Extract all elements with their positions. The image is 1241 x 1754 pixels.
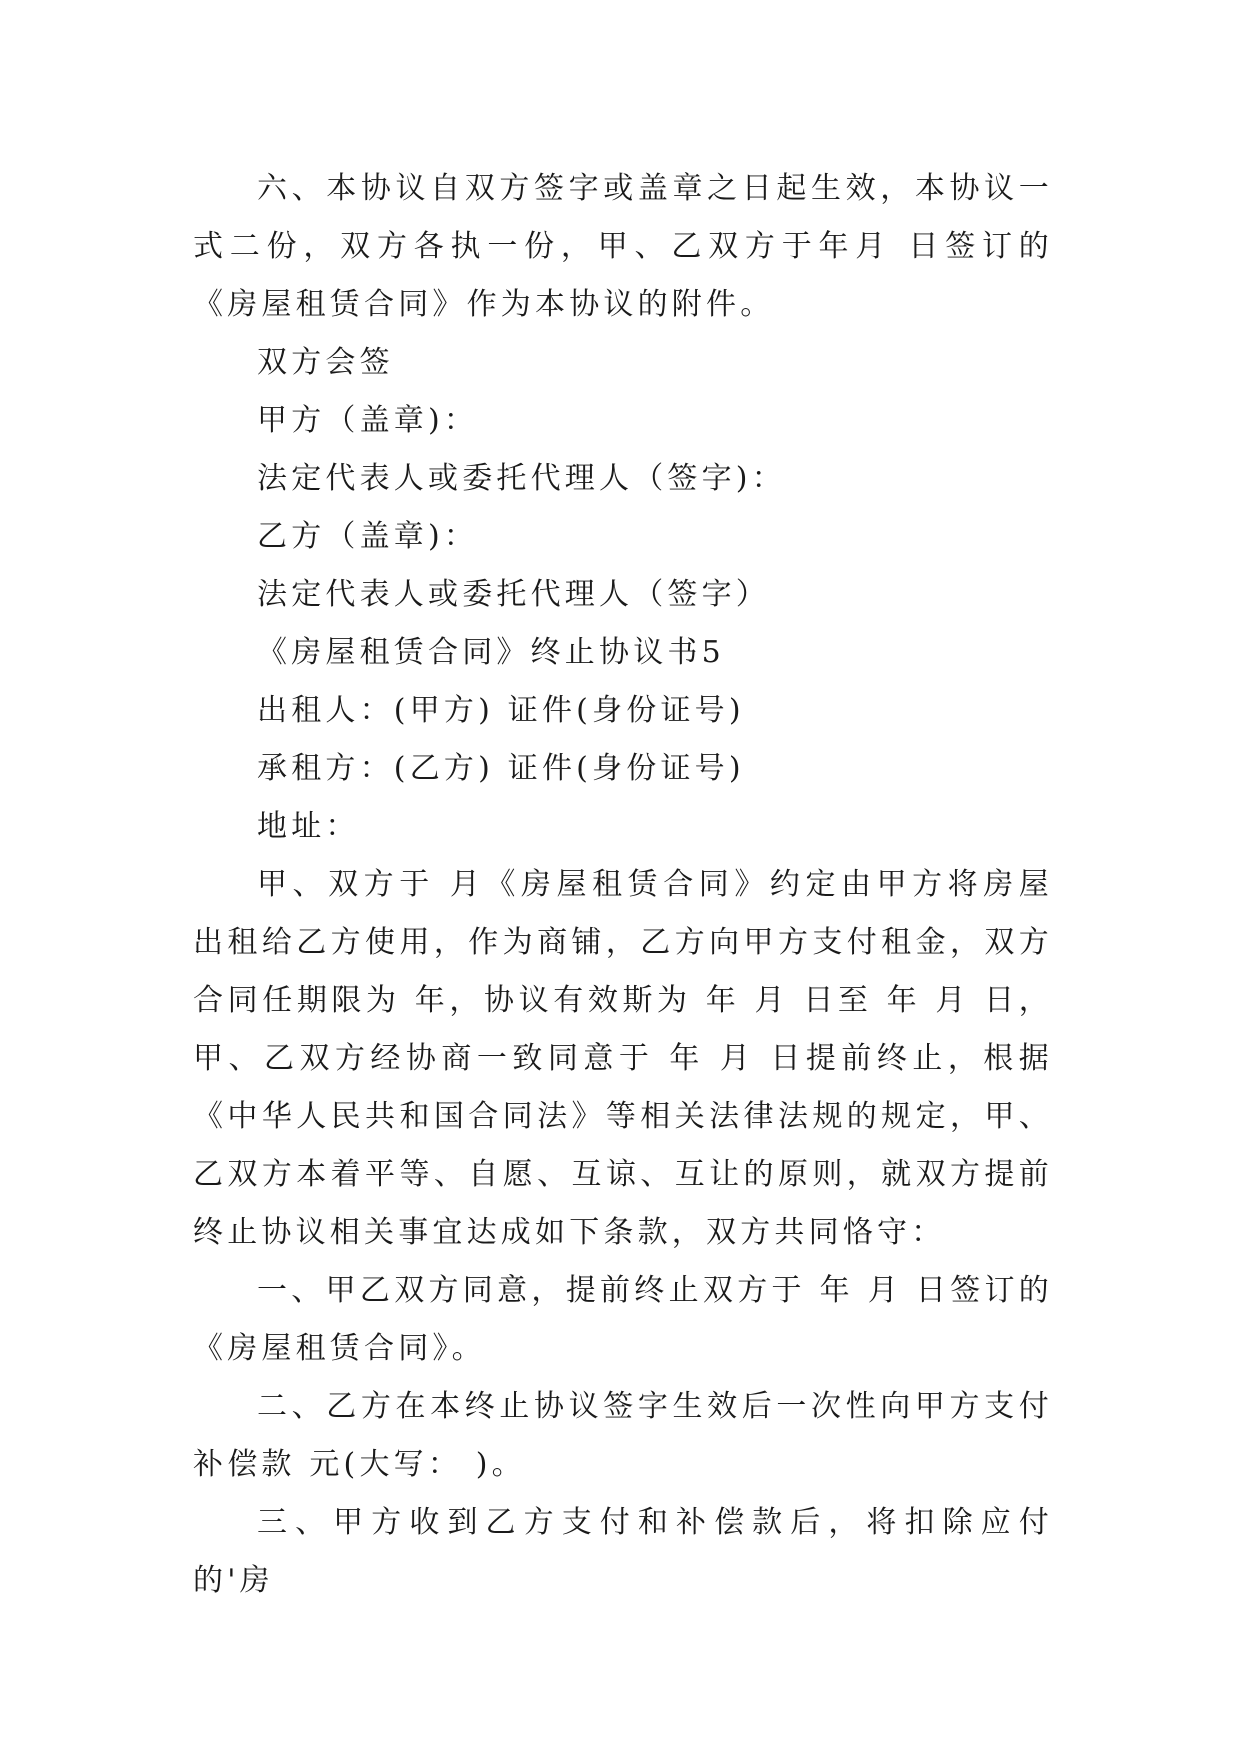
- clause-one-paragraph: 一、甲乙双方同意，提前终止双方于 年 月 日签订的《房屋租赁合同》。: [193, 1273, 1053, 1366]
- preamble-paragraph: 甲、双方于 月《房屋租赁合同》约定由甲方将房屋出租给乙方使用，作为商铺，乙方向甲方支付租金，双方合同任期限为 年，协议有效斯为 年 月 日至 年 月 日，甲、乙双方经协商一致同意于 年 月 日提前终止，根据《中华人民共和国合同法》等相关法律法规的规定，甲、乙双方本着平等、自愿、互谅、互让的原则，就双方提前终止协议相关事宜达成如下条款，双方共同恪守：: [193, 867, 1053, 1250]
- lessee-line: 承租方：(乙方) 证件(身份证号): [257, 751, 745, 786]
- address-line: 地址：: [257, 809, 360, 844]
- party-b-representative-line: 法定代表人或委托代理人（签字）: [257, 577, 770, 612]
- party-a-seal-line: 甲方（盖章)：: [257, 403, 479, 438]
- lessor-line: 出租人：(甲方) 证件(身份证号): [257, 693, 745, 728]
- clause-six-paragraph: 六、本协议自双方签字或盖章之日起生效，本协议一式二份，双方各执一份，甲、乙双方于年月 日签订的《房屋租赁合同》作为本协议的附件。: [193, 171, 1053, 322]
- document-title: 《房屋租赁合同》终止协议书5: [257, 635, 725, 670]
- party-a-representative-line: 法定代表人或委托代理人（签字)：: [257, 461, 786, 496]
- clause-three-paragraph: 三、甲方收到乙方支付和补偿款后，将扣除应付的'房: [193, 1505, 1053, 1598]
- party-b-seal-line: 乙方（盖章)：: [257, 519, 479, 554]
- document-body: [193, 160, 1053, 1610]
- clause-two-paragraph: 二、乙方在本终止协议签字生效后一次性向甲方支付补偿款 元(大写： )。: [193, 1389, 1053, 1482]
- joint-signing-heading: 双方会签: [257, 345, 394, 380]
